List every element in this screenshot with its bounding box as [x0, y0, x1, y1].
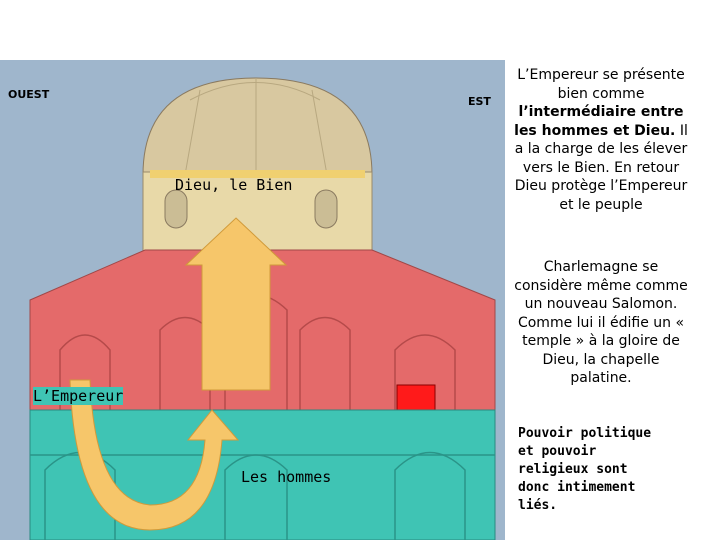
- men-label: Les hommes: [241, 468, 332, 486]
- west-label: OUEST: [8, 88, 50, 101]
- drum-window-2: [315, 190, 337, 228]
- throne-marker: [397, 385, 435, 410]
- east-label: EST: [468, 95, 491, 108]
- god-label: Dieu, le Bien: [175, 176, 293, 194]
- p1-bold: l’intermédiaire entre les hommes et Dieu.: [514, 104, 684, 139]
- p1-end: Il a la charge de les élever vers le Bien. En retour Dieu protège l’Empereur et le peuple: [514, 122, 688, 213]
- paragraph-charlemagne: Charlemagne se considère même comme un nouveau Salomon. Comme lui il édifie un « temple » à la gloire de Dieu, la chapelle palatine.: [514, 259, 688, 386]
- paragraph-intermediary: [512, 66, 690, 214]
- p1-start: L’Empereur se présente bien comme: [517, 67, 685, 102]
- paragraph-conclusion: Pouvoir politique et pouvoir religieux sont donc intimement liés.: [518, 426, 652, 513]
- emperor-label: L’Empereur: [33, 387, 124, 405]
- drum-window-1: [165, 190, 187, 228]
